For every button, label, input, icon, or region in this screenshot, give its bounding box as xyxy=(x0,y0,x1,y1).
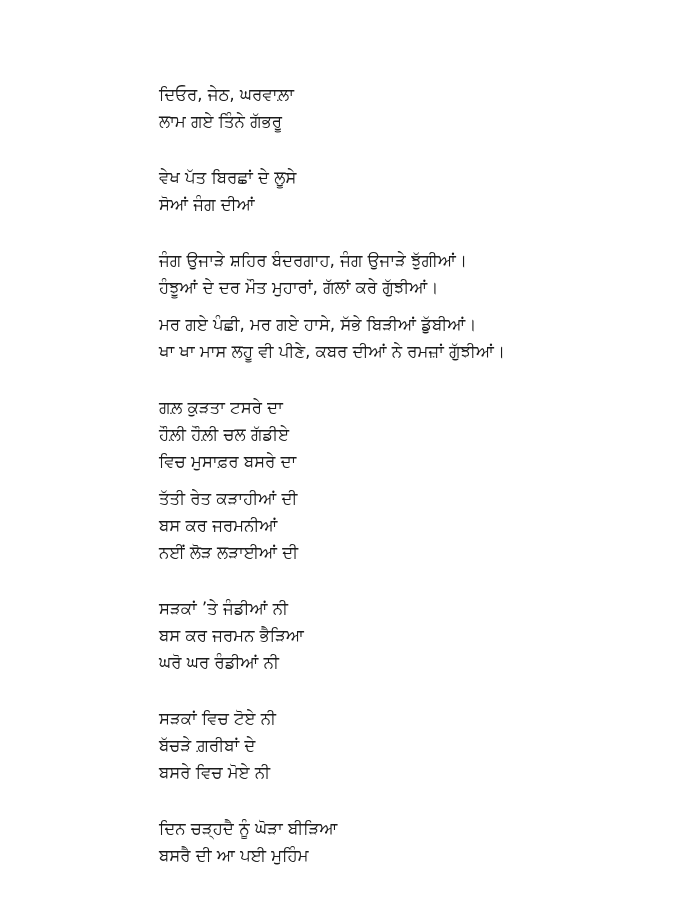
poem-page xyxy=(159,81,679,898)
stanza xyxy=(159,81,679,135)
poem-line: ਸੜਕਾਂ ਵਿਚ ਟੋਏ ਨੀ xyxy=(159,709,277,728)
poem-line: ਹੌਲ਼ੀ ਹੌਲ਼ੀ ਚਲ ਗੱਡੀਏ xyxy=(159,425,290,444)
poem-line: ਬੱਚੜੇ ਗ਼ਰੀਬਾਂ ਦੇ xyxy=(159,736,256,755)
poem-line: ਬਸਰੈ ਦੀ ਆ ਪਈ ਮੁਹਿੰਮ xyxy=(159,846,309,865)
poem-line: ਜੰਗ ਉਜਾੜੇ ਸ਼ਹਿਰ ਬੰਦਰਗਾਹ, ਜੰਗ ਉਜਾੜੇ ਝੁੱਗੀਆਂ। xyxy=(159,251,468,270)
stanza xyxy=(159,394,679,475)
poem-line: ਮਰ ਗਏ ਪੰਛੀ, ਮਰ ਗਏ ਹਾਸੇ, ਸੱਭੇ ਬਿੜੀਆਂ ਡੁੱਬੀਆਂ। xyxy=(159,315,477,334)
poem-line: ਖਾ ਖਾ ਮਾਸ ਲਹੂ ਵੀ ਪੀਣੇ, ਕਬਰ ਦੀਆਂ ਨੇ ਰਮਜ਼ਾਂ ਗੁੱਝੀਆਂ। xyxy=(159,342,505,361)
poem-line: ਵਿਚ ਮੁਸਾਫ਼ਰ ਬਸਰੇ ਦਾ xyxy=(159,452,297,471)
poem-line: ਘਰੋ ਘਰ ਰੰਡੀਆਂ ਨੀ xyxy=(159,653,279,672)
poem-line: ਗਲ਼ ਕੁੜਤਾ ਟਸਰੇ ਦਾ xyxy=(159,398,283,417)
poem-line: ਦਿਨ ਚੜ੍ਹਦੈ ਨੂੰ ਘੋੜਾ ਬੀੜਿਆ xyxy=(159,819,338,838)
stanza xyxy=(159,164,679,218)
stanza xyxy=(159,485,679,566)
poem-line: ਲਾਮ ਗਏ ਤਿੰਨੇ ਗੱਭਰੂ xyxy=(159,112,282,131)
poem-line: ਦਿਓਰ, ਜੇਠ, ਘਰਵਾਲ਼ਾ xyxy=(159,85,295,104)
poem-line: ਬਸ ਕਰ ਜਰਮਨ ਭੈੜਿਆ xyxy=(159,626,304,645)
poem-line: ਬਸ ਕਰ ਜਰਮਨੀਆਂ xyxy=(159,516,278,535)
poem-line: ਹੰਝੂਆਂ ਦੇ ਦਰ ਮੌਤ ਮੁਹਾਰਾਂ, ਗੱਲਾਂ ਕਰੇ ਗੁੱਝੀਆਂ। xyxy=(159,278,439,297)
poem-line: ਸੋਆਂ ਜੰਗ ਦੀਆਂ xyxy=(159,195,255,214)
stanza xyxy=(159,705,679,786)
poem-line: ਨਈਂ ਲੋੜ ਲੜਾਈਆਂ ਦੀ xyxy=(159,543,299,562)
poem-line: ਸੜਕਾਂ ’ਤੇ ਜੰਡੀਆਂ ਨੀ xyxy=(159,599,288,618)
poem-line: ਵੇਖ ਪੱਤ ਬਿਰਛਾਂ ਦੇ ਲੂਸੇ xyxy=(159,168,297,187)
stanza xyxy=(159,247,679,301)
stanza xyxy=(159,311,679,365)
stanza xyxy=(159,815,679,869)
poem-line: ਤੱਤੀ ਰੇਤ ਕੜਾਹੀਆਂ ਦੀ xyxy=(159,489,298,508)
stanza xyxy=(159,595,679,676)
poem-line: ਬਸਰੇ ਵਿਚ ਮੋਏ ਨੀ xyxy=(159,763,271,782)
